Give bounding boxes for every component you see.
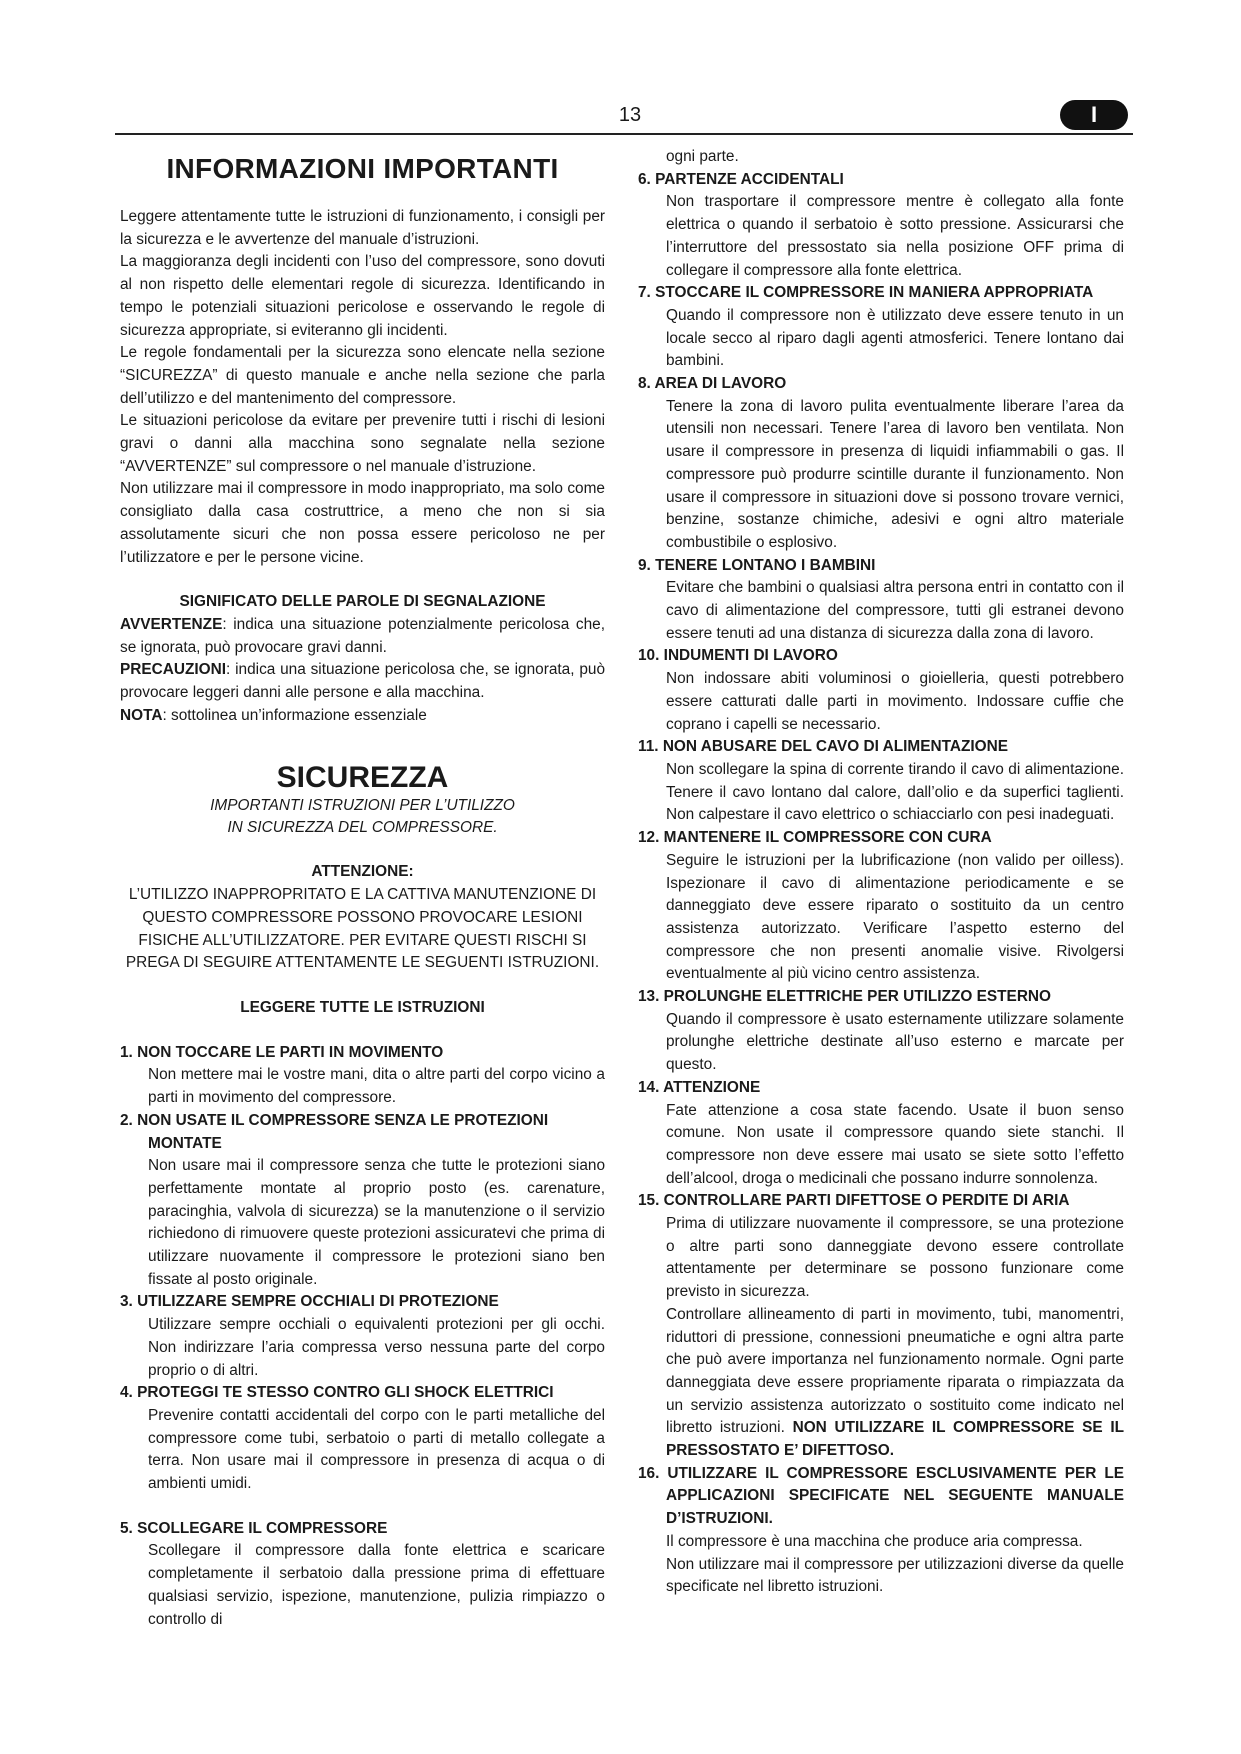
safety-item-body [638, 1304, 1124, 1463]
attention-heading: ATTENZIONE: [311, 863, 414, 881]
safety-item-body: Scollegare il compressore dalla fonte elettrica e scaricare completamente il serbatoio dalla pressione prima di effettuare qualsiasi servizio, ispezione, manutenzione, pulizia rimpiazzo o controllo di [148, 1542, 605, 1628]
safety-item-body: Tenere la zona di lavoro pulita eventualmente liberare l’area da utensili non necessari. Tenere l’area di lavoro ben ventilata. Non usare il compressore in presenza di liquidi infiammabili o gas. Il compressore può produrre scintille durante il funzionamento. Non usare il compressore in situazioni dove si possono trovare vernici, benzine, sostanze chimiche, adesivi e ogni altro materiale combustibile o esplosivo. [666, 397, 1124, 551]
spacer [120, 1020, 605, 1042]
safety-item-title: 11. NON ABUSARE DEL CAVO DI ALIMENTAZIONE [638, 738, 1008, 756]
body-emphasis: NON UTILIZZARE IL COMPRESSORE SE IL PRESSOSTATO E’ DIFETTOSO. [666, 1419, 1124, 1460]
safety-item-body: Non utilizzare mai il compressore per utilizzazioni diverse da quelle specificate nel libretto istruzioni. [666, 1555, 1124, 1596]
signal-words-heading: SIGNIFICATO DELLE PAROLE DI SEGNALAZIONE [179, 593, 546, 611]
continued-text: ogni parte. [666, 148, 739, 165]
safety-subtitle: IMPORTANTI ISTRUZIONI PER L’UTILIZZO [210, 797, 515, 815]
section-title-safety: SICUREZZA [276, 761, 449, 795]
page-number: 13 [618, 104, 642, 126]
safety-item-body: Non scollegare la spina di corrente tirando il cavo di alimentazione. Tenere il cavo lontano dal calore, dall’olio e da superfici taglienti. Non calpestare il cavo elettrico o schiacciarlo con pesi inadeguati. [666, 760, 1124, 824]
safety-item-title: 5. SCOLLEGARE IL COMPRESSORE [120, 1519, 388, 1537]
safety-item-title: 16. UTILIZZARE IL COMPRESSORE ESCLUSIVAMENTE PER LE APPLICAZIONI SPECIFICATE NEL SEGUENTE MANUALE D’ISTRUZIONI. [638, 1464, 1124, 1528]
section-title-important-info: INFORMAZIONI IMPORTANTI [166, 153, 559, 184]
signal-caution [120, 659, 605, 704]
safety-item-title: 9. TENERE LONTANO I BAMBINI [638, 556, 876, 574]
safety-item-body: Non usare mai il compressore senza che tutte le protezioni siano perfettamente montate al proprio posto (es. carenature, paracinghia, valvola di sicurezza) se la manutenzione o il servizio richiedono di rimuovere queste protezioni assicuratevi che prima di utilizzare nuovamente il compressore le protezioni siano ben fissate al posto originale. [148, 1157, 605, 1288]
safety-item-title: 6. PARTENZE ACCIDENTALI [638, 170, 844, 188]
safety-item-body: Quando il compressore è usato esternamente utilizzare solamente prolunghe elettriche destinate all’uso esterno e marcate per questo. [666, 1010, 1124, 1074]
safety-item-body: Fate attenzione a cosa state facendo. Usate il buon senso comune. Non usate il compressore quando siete stanchi. Il compressore non deve essere mai usato se siete sotto l’effetto dell’alcool, droga o medicinali che possano indurre sonnolenza. [666, 1101, 1124, 1187]
safety-item-title: 12. MANTENERE IL COMPRESSORE CON CURA [638, 829, 992, 847]
safety-item-body: Non trasportare il compressore mentre è collegato alla fonte elettrica o quando il serbatoio è sotto pressione. Assicurarsi che l’interruttore del pressostato sia nella posizione OFF prima di collegare il compressore alla fonte elettrica. [666, 193, 1124, 279]
spacer [120, 569, 605, 591]
signal-warning [120, 614, 605, 659]
signal-text: : indica una situazione pericolosa che, se ignorata, può provocare leggeri danni alle persone e alla macchina. [120, 661, 605, 702]
left-column [120, 146, 605, 1631]
safety-item-body: Quando il compressore non è utilizzato deve essere tenuto in un locale secco al riparo dagli agenti atmosferici. Tenere lontano dai bambini. [666, 306, 1124, 370]
right-column [638, 146, 1124, 1599]
safety-item-body: Utilizzare sempre occhiali o equivalenti protezioni per gli occhi. Non indirizzare l’aria compressa verso nessuna parte del corpo proprio o di altri. [148, 1316, 605, 1379]
intro-paragraph: Le regole fondamentali per la sicurezza sono elencate nella sezione “SICUREZZA” di questo manuale e anche nella sezione che parla dell’utilizzo e del mantenimento del compressore. [120, 344, 605, 407]
safety-item-title: 15. CONTROLLARE PARTI DIFETTOSE O PERDITE DI ARIA [638, 1192, 1070, 1210]
safety-item-body: Prima di utilizzare nuovamente il compressore, se una protezione o altre parti sono danneggiate devono essere controllate attentamente per determinare se possono funzionare come previsto in sicurezza. [666, 1215, 1124, 1301]
intro-paragraph: La maggioranza degli incidenti con l’uso del compressore, sono dovuti al non rispetto delle elementari regole di sicurezza. Identificando in tempo le potenziali situazioni pericolose e osservando le regole di sicurezza appropriate, si eviteranno gli incidenti. [120, 253, 605, 339]
attention-text: L’UTILIZZO INAPPROPRITATO E LA CATTIVA MANUTENZIONE DI QUESTO COMPRESSORE POSSONO PROVOCARE LESIONI FISICHE ALL’UTILIZZATORE. PER EVITARE QUESTI RISCHI SI PREGA DI SEGUIRE ATTENTAMENTE LE SEGUENTI ISTRUZIONI. [125, 886, 600, 972]
safety-item-title: 2. NON USATE IL COMPRESSORE SENZA LE PROTEZIONI MONTATE [120, 1111, 549, 1152]
signal-label: PRECAUZIONI [120, 661, 227, 679]
safety-item-title: 3. UTILIZZARE SEMPRE OCCHIALI DI PROTEZIONE [120, 1293, 499, 1311]
safety-item-title: 10. INDUMENTI DI LAVORO [638, 647, 838, 665]
spacer [120, 727, 605, 761]
safety-item-title: 7. STOCCARE IL COMPRESSORE IN MANIERA APPROPRIATA [638, 284, 1094, 302]
safety-subtitle: IN SICUREZZA DEL COMPRESSORE. [227, 819, 498, 837]
intro-paragraph: Non utilizzare mai il compressore in modo inappropriato, ma solo come consigliato dalla casa costruttrice, a meno che non si sia assolutamente sicuri che non possa essere pericoloso ne per l’utilizzatore e per le persone vicine. [120, 480, 605, 566]
signal-label: AVVERTENZE [120, 615, 223, 633]
intro-paragraph: Leggere attentamente tutte le istruzioni di funzionamento, i consigli per la sicurezza e le avvertenze del manuale d’istruzioni. [120, 208, 605, 248]
spacer [120, 1496, 605, 1518]
safety-item-title: 14. ATTENZIONE [638, 1078, 761, 1096]
signal-note [120, 705, 605, 728]
safety-item-title: 13. PROLUNGHE ELETTRICHE PER UTILIZZO ESTERNO [638, 988, 1052, 1006]
spacer [120, 975, 605, 997]
safety-item-body: Non indossare abiti voluminosi o gioielleria, questi potrebbero essere catturati dalle parti in movimento. Indossare cuffie che coprano i capelli se necessario. [666, 670, 1124, 733]
safety-item-body: Seguire le istruzioni per la lubrificazione (non valido per oilless). Ispezionare il cavo di alimentazione periodicamente e se danneggiato deve essere riparato o sostituito da un centro assistenza autorizzato. Verificare l’aspetto esterno del compressore che non presenti anomalie visive. Rivolgersi eventualmente al più vicino centro assistenza. [666, 851, 1124, 983]
header-rule [115, 133, 1133, 135]
safety-item-body: Prevenire contatti accidentali del corpo con le parti metalliche del compressore come tubi, serbatoio o parti di metallo collegate a terra. Non usare mai il compressore in presenza di acqua o di ambienti umidi. [148, 1406, 605, 1493]
safety-item-title: 1. NON TOCCARE LE PARTI IN MOVIMENTO [120, 1043, 444, 1061]
safety-item-body: Il compressore è una macchina che produce aria compressa. [666, 1532, 1083, 1550]
signal-label: NOTA [120, 706, 163, 724]
safety-item-body: Evitare che bambini o qualsiasi altra persona entri in contatto con il cavo di alimentazione del compressore, tutti gli estranei devono essere tenuti ad una distanza di sicurezza dalla zona di lavoro. [666, 579, 1124, 642]
signal-text: : indica una situazione potenzialmente pericolosa che, se ignorata, può provocare gravi danni. [120, 615, 605, 656]
language-badge: I [1060, 100, 1128, 130]
intro-paragraph: Le situazioni pericolose da evitare per prevenire tutti i rischi di lesioni gravi o danni alla macchina sono segnalate nella sezione “AVVERTENZE” sul compressore o nel manuale d’istruzione. [120, 412, 605, 475]
page-header [118, 100, 1131, 134]
body-text: Controllare allineamento di parti in movimento, tubi, manomentri, riduttori di pressione, connessioni pneumatiche e ogni altra parte che può avere importanza nel funzionamento normale. Ogni parte danneggiata deve essere propriamente riparata o rimpiazzata da un servizio assistenza autorizzato o sostituito come indicato nel libretto istruzioni. [666, 1305, 1124, 1437]
signal-text: : sottolinea un’informazione essenziale [162, 706, 427, 724]
safety-item-body: Non mettere mai le vostre mani, dita o altre parti del corpo vicino a parti in movimento del compressore. [148, 1066, 605, 1107]
read-all-heading: LEGGERE TUTTE LE ISTRUZIONI [240, 998, 485, 1016]
safety-item-title: 8. AREA DI LAVORO [638, 375, 787, 393]
spacer [120, 839, 605, 861]
safety-item-title: 4. PROTEGGI TE STESSO CONTRO GLI SHOCK ELETTRICI [120, 1384, 554, 1402]
